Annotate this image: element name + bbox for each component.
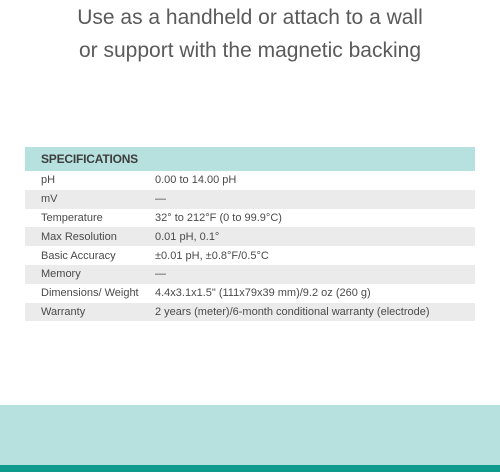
spec-row-mv bbox=[25, 190, 475, 209]
spec-label: Memory bbox=[41, 268, 81, 281]
spec-label: pH bbox=[41, 174, 56, 187]
specifications-title: SPECIFICATIONS bbox=[25, 147, 475, 171]
headline bbox=[0, 0, 500, 67]
spec-value: 4.4x3.1x1.5" (111x79x39 mm)/9.2 oz (260 g) bbox=[155, 287, 371, 300]
headline-line-1: Use as a handheld or attach to a wall bbox=[77, 6, 423, 29]
spec-label: Temperature bbox=[41, 211, 103, 224]
footer-strip bbox=[0, 465, 500, 472]
spec-value: ±0.01 pH, ±0.8°F/0.5°C bbox=[155, 249, 269, 262]
spec-value: 0.00 to 14.00 pH bbox=[155, 174, 237, 187]
spec-value: — bbox=[155, 268, 166, 281]
spec-label: Max Resolution bbox=[41, 230, 117, 243]
spec-value: — bbox=[155, 193, 166, 206]
footer-band bbox=[0, 405, 500, 465]
spec-row-basic-accuracy bbox=[25, 246, 475, 265]
specifications-table bbox=[25, 147, 475, 321]
spec-value: 32° to 212°F (0 to 99.9°C) bbox=[155, 211, 282, 224]
spec-row-temperature bbox=[25, 209, 475, 228]
spec-row-dimensions-weight bbox=[25, 284, 475, 303]
spec-label: Basic Accuracy bbox=[41, 249, 116, 262]
spec-label: mV bbox=[41, 193, 58, 206]
spec-value: 2 years (meter)/6-month conditional warranty (electrode) bbox=[155, 305, 430, 318]
spec-label: Warranty bbox=[41, 305, 86, 318]
spec-label: Dimensions/ Weight bbox=[41, 287, 139, 300]
spec-row-warranty bbox=[25, 303, 475, 322]
spec-row-memory bbox=[25, 265, 475, 284]
spec-row-ph bbox=[25, 171, 475, 190]
headline-line-2: or support with the magnetic backing bbox=[78, 39, 422, 62]
spec-value: 0.01 pH, 0.1° bbox=[155, 230, 220, 243]
spec-row-max-resolution bbox=[25, 227, 475, 246]
